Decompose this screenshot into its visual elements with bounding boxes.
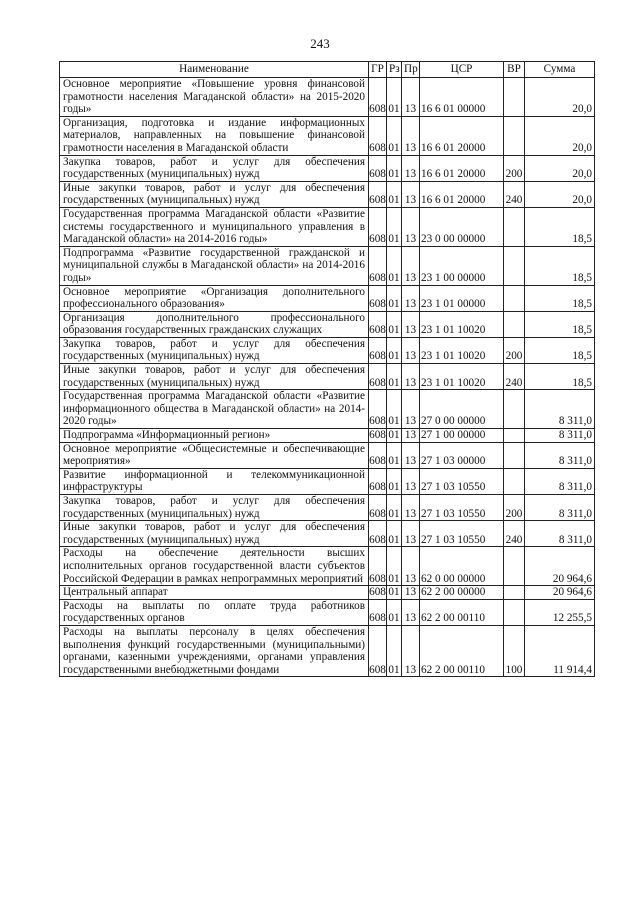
row-csr: 62 2 00 00110 [420,599,504,625]
row-vr: 200 [504,495,525,521]
row-pr: 13 [402,311,420,337]
row-rz: 01 [387,364,402,390]
row-rz: 01 [387,285,402,311]
row-vr: 100 [504,625,525,676]
row-name: Основное мероприятие «Повышение уровня финансовой грамотности населения Магаданской области» на 2015-2020 годы» [60,78,369,117]
table-row [60,116,595,155]
header-csr: ЦСР [420,62,504,78]
row-name: Основное мероприятие «Организация дополнительного профессионального образования» [60,285,369,311]
row-gr: 608 [369,521,387,547]
table-row [60,442,595,468]
row-rz: 01 [387,468,402,494]
row-csr: 23 1 01 00000 [420,285,504,311]
row-sum: 20,0 [525,78,595,117]
row-vr: 240 [504,364,525,390]
row-pr: 13 [402,78,420,117]
row-rz: 01 [387,390,402,429]
row-rz: 01 [387,78,402,117]
row-pr: 13 [402,337,420,363]
row-pr: 13 [402,586,420,600]
row-sum: 18,5 [525,246,595,285]
row-rz: 01 [388,429,400,442]
row-name: Расходы на выплаты персоналу в целях обеспечения выполнения функций государственными (муниципальными) органами, казенными учреждениями, органами управления государственными внебюджетными фондами [60,625,369,676]
row-vr [504,586,525,600]
table-row [60,246,595,285]
header-vr: ВР [504,62,525,78]
row-csr: 27 1 03 10550 [420,495,504,521]
row-pr: 13 [402,599,420,625]
row-rz: 01 [387,547,402,586]
row-sum: 20 964,6 [525,547,595,586]
row-sum: 20 964,6 [525,586,595,600]
row-vr [504,599,525,625]
row-gr: 608 [369,547,387,586]
row-gr: 608 [369,625,387,676]
row-gr: 608 [369,78,387,117]
row-sum: 11 914,4 [525,625,595,676]
header-row [60,62,595,78]
table-row [60,468,595,494]
row-pr: 13 [402,207,420,246]
row-name: Иные закупки товаров, работ и услуг для обеспечения государственных (муниципальных) нужд [60,364,369,390]
row-vr [504,390,525,429]
row-rz: 01 [387,442,402,468]
row-gr: 608 [369,586,386,599]
table-row [60,547,595,586]
table-row [60,78,595,117]
row-csr: 16 6 01 20000 [420,116,504,155]
row-gr: 608 [369,599,387,625]
table-row [60,521,595,547]
header-name: Наименование [60,62,369,78]
row-vr: 240 [504,521,525,547]
table-row [60,181,595,207]
row-sum: 18,5 [525,337,595,363]
row-vr [504,468,525,494]
budget-table [59,61,595,677]
row-name: Расходы на выплаты по оплате труда работников государственных органов [60,599,369,625]
row-sum: 18,5 [525,364,595,390]
row-name: Закупка товаров, работ и услуг для обеспечения государственных (муниципальных) нужд [60,337,369,363]
row-vr [504,78,525,117]
table-row [60,599,595,625]
row-csr: 23 1 01 10020 [420,364,504,390]
row-csr: 27 1 00 00000 [420,429,504,443]
row-rz: 01 [387,337,402,363]
row-name: Государственная программа Магаданской области «Развитие системы государственного и муниципального управления в Магаданской области» на 2014-2016 годы» [60,207,369,246]
row-pr: 13 [402,390,420,429]
row-name: Организация, подготовка и издание информационных материалов, направленных на повышение финансовой грамотности населения в Магаданской области [60,116,369,155]
row-name: Закупка товаров, работ и услуг для обеспечения государственных (муниципальных) нужд [60,155,369,181]
header-gr: ГР [369,62,387,78]
table-row [60,337,595,363]
row-pr: 13 [402,246,420,285]
table-row [60,207,595,246]
table-row [60,586,595,600]
row-rz: 01 [387,155,402,181]
row-csr: 62 0 00 00000 [420,547,504,586]
row-sum: 12 255,5 [525,599,595,625]
row-gr: 608 [369,495,387,521]
row-rz: 01 [387,311,402,337]
table-row [60,495,595,521]
table-row [60,429,595,443]
row-sum: 20,0 [525,181,595,207]
row-name: Закупка товаров, работ и услуг для обеспечения государственных (муниципальных) нужд [60,495,369,521]
row-csr: 27 1 03 10550 [420,521,504,547]
row-pr: 13 [402,468,420,494]
row-gr: 608 [369,207,387,246]
row-vr [504,442,525,468]
row-name: Основное мероприятие «Общесистемные и обеспечивающие мероприятия» [60,442,369,468]
row-rz: 01 [387,625,402,676]
row-vr [504,285,525,311]
row-csr: 23 0 00 00000 [420,207,504,246]
row-gr: 608 [369,285,387,311]
row-gr: 608 [369,429,386,442]
table-header [60,62,595,78]
row-vr [504,311,525,337]
row-pr: 13 [402,116,420,155]
row-vr [504,429,525,443]
row-pr: 13 [402,625,420,676]
row-sum: 20,0 [525,116,595,155]
row-gr: 608 [369,390,387,429]
table-row [60,625,595,676]
row-vr: 200 [504,155,525,181]
table-row [60,311,595,337]
row-csr: 16 6 01 20000 [420,155,504,181]
row-rz: 01 [387,495,402,521]
header-rz: Рз [387,62,402,78]
row-sum: 8 311,0 [525,429,595,443]
row-gr: 608 [369,337,387,363]
row-gr: 608 [369,311,387,337]
row-csr: 23 1 00 00000 [420,246,504,285]
row-rz: 01 [387,181,402,207]
table-row [60,155,595,181]
table-row [60,285,595,311]
row-gr: 608 [369,246,387,285]
row-name: Иные закупки товаров, работ и услуг для обеспечения государственных (муниципальных) нужд [60,181,369,207]
row-sum: 8 311,0 [525,468,595,494]
row-gr: 608 [369,468,387,494]
row-sum: 8 311,0 [525,442,595,468]
row-pr: 13 [402,285,420,311]
row-pr: 13 [402,155,420,181]
row-sum: 8 311,0 [525,521,595,547]
row-rz: 01 [387,246,402,285]
row-vr: 240 [504,181,525,207]
row-pr: 13 [402,442,420,468]
row-rz: 01 [387,599,402,625]
header-sum: Сумма [525,62,595,78]
row-rz: 01 [388,586,400,599]
row-gr: 608 [369,155,387,181]
row-pr: 13 [402,521,420,547]
row-csr: 62 2 00 00000 [420,586,504,600]
row-pr: 13 [402,429,420,443]
row-csr: 16 6 01 00000 [420,78,504,117]
row-csr: 16 6 01 20000 [420,181,504,207]
header-pr: Пр [402,62,420,78]
row-csr: 23 1 01 10020 [420,337,504,363]
row-name: Иные закупки товаров, работ и услуг для обеспечения государственных (муниципальных) нужд [60,521,369,547]
row-pr: 13 [402,495,420,521]
row-pr: 13 [402,364,420,390]
row-csr: 27 0 00 00000 [420,390,504,429]
row-vr [504,116,525,155]
row-name: Центральный аппарат [60,586,369,600]
row-name: Подпрограмма «Развитие государственной гражданской и муниципальной службы в Магаданской области» на 2014-2016 годы» [60,246,369,285]
row-csr: 27 1 03 10550 [420,468,504,494]
row-sum: 18,5 [525,207,595,246]
page-number: 243 [310,36,330,51]
row-pr: 13 [402,547,420,586]
row-csr: 27 1 03 00000 [420,442,504,468]
row-sum: 8 311,0 [525,495,595,521]
row-rz: 01 [387,116,402,155]
row-sum: 18,5 [525,311,595,337]
row-gr: 608 [369,116,387,155]
row-sum: 18,5 [525,285,595,311]
row-name: Расходы на обеспечение деятельности высших исполнительных органов государственной власти субъектов Российской Федерации в рамках непрограммных мероприятий [60,547,369,586]
row-pr: 13 [402,181,420,207]
row-rz: 01 [387,521,402,547]
row-rz: 01 [387,207,402,246]
row-sum: 8 311,0 [525,390,595,429]
row-sum: 20,0 [525,155,595,181]
row-vr: 200 [504,337,525,363]
row-name: Государственная программа Магаданской области «Развитие информационного общества в Магаданской области» на 2014-2020 годы» [60,390,369,429]
row-name: Подпрограмма «Информационный регион» [60,429,369,443]
table-row [60,364,595,390]
row-gr: 608 [369,364,387,390]
table-row [60,390,595,429]
row-name: Развитие информационной и телекоммуникационной инфраструктуры [60,468,369,494]
table-body [60,78,595,677]
row-csr: 62 2 00 00110 [420,625,504,676]
row-gr: 608 [369,181,387,207]
row-name: Организация дополнительного профессионального образования государственных гражданских служащих [60,311,369,337]
row-vr [504,547,525,586]
row-gr: 608 [369,442,387,468]
row-vr [504,207,525,246]
row-csr: 23 1 01 10020 [420,311,504,337]
row-vr [504,246,525,285]
